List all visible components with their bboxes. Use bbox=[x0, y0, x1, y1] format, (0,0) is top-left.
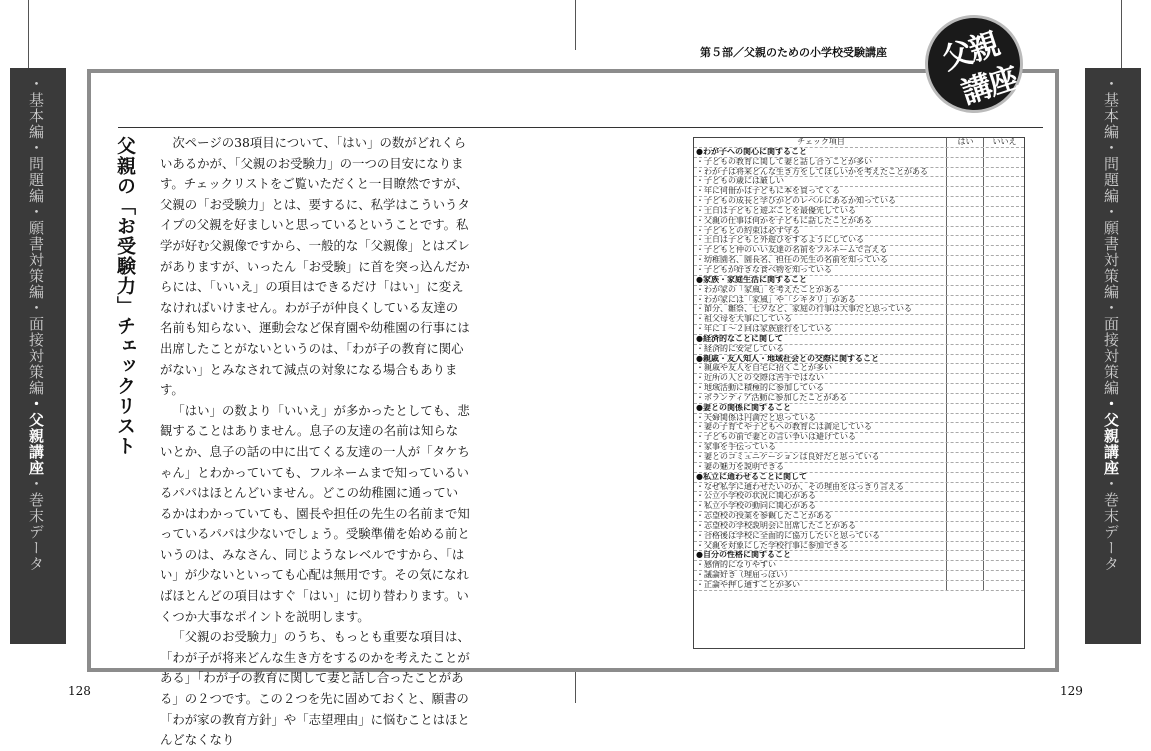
checklist-item-row bbox=[694, 453, 1024, 463]
yes-cell[interactable] bbox=[946, 473, 984, 482]
side-tab-item[interactable]: ・願書対策編 bbox=[27, 204, 45, 300]
checklist-item-label: ・子どもの教育に関して妻と話し合うことが多い bbox=[696, 157, 872, 166]
checklist-item-label: ・ボランティア活動に参加したことがある bbox=[696, 393, 848, 402]
no-cell[interactable] bbox=[983, 246, 1025, 255]
checklist-item-label: ●自分の性格に関すること bbox=[696, 551, 791, 560]
checklist-item-row bbox=[694, 532, 1024, 542]
checklist-item-row bbox=[694, 423, 1024, 433]
yes-cell[interactable] bbox=[946, 168, 984, 177]
badge-line-2: 講座 bbox=[957, 60, 1022, 112]
checklist-item-row bbox=[694, 197, 1024, 207]
checklist-item-row bbox=[694, 483, 1024, 493]
no-cell[interactable] bbox=[983, 512, 1025, 521]
yes-cell[interactable] bbox=[946, 236, 984, 245]
yes-cell[interactable] bbox=[946, 217, 984, 226]
yes-cell[interactable] bbox=[946, 286, 984, 295]
yes-cell[interactable] bbox=[946, 492, 984, 501]
no-cell[interactable] bbox=[983, 207, 1025, 216]
yes-cell[interactable] bbox=[946, 296, 984, 305]
section-title: 第５部／父親のための小学校受験講座 bbox=[700, 46, 887, 59]
paragraph: 「父親のお受験力」のうち、もっとも重要な項目は、「わが子が将来どんな生き方をするのかを考えたことがある」「わが子の教育に関して妻と話し合ったことがある」の２つです。この２つを先に固めておくと、願書の「わが家の教育方針」や「志望理由」に悩むことはほとんどなくなり bbox=[160, 629, 470, 748]
yes-cell[interactable] bbox=[946, 512, 984, 521]
yes-cell[interactable] bbox=[946, 414, 984, 423]
page-gutter-top bbox=[575, 0, 576, 50]
checklist-item-row bbox=[694, 492, 1024, 502]
checklist-header-row bbox=[694, 138, 1024, 148]
no-cell[interactable] bbox=[983, 177, 1025, 186]
no-cell[interactable] bbox=[983, 236, 1025, 245]
checklist-item-label: ・節分、雛祭、七夕など、家庭の行事は大事だと思っている bbox=[696, 305, 912, 314]
checklist-item-row bbox=[694, 414, 1024, 424]
checklist-item-row bbox=[694, 394, 1024, 404]
yes-cell[interactable] bbox=[946, 305, 984, 314]
header-rule bbox=[118, 127, 1043, 128]
side-tab-item[interactable]: ・面接対策編 bbox=[1102, 300, 1120, 396]
side-tab-item[interactable]: ・基本編 bbox=[27, 76, 45, 140]
no-cell[interactable] bbox=[983, 423, 1025, 432]
yes-cell[interactable] bbox=[946, 364, 984, 373]
checklist-category-row bbox=[694, 551, 1024, 561]
checklist-item-label: ●妻との関係に関すること bbox=[696, 403, 791, 412]
checklist-item-row bbox=[694, 512, 1024, 522]
checklist-item-label: ・子どもの前で妻との言い争いは避けている bbox=[696, 433, 856, 442]
no-cell[interactable] bbox=[983, 492, 1025, 501]
no-cell[interactable] bbox=[983, 502, 1025, 511]
yes-cell[interactable] bbox=[946, 551, 984, 560]
checklist-item-label: ・家事を手伝っている bbox=[696, 443, 776, 452]
checklist-item-label: ・正論や押し通すことが多い bbox=[696, 580, 800, 589]
yes-cell[interactable] bbox=[946, 463, 984, 472]
no-cell[interactable] bbox=[983, 355, 1025, 364]
no-cell[interactable] bbox=[983, 296, 1025, 305]
no-cell[interactable] bbox=[983, 394, 1025, 403]
yes-cell[interactable] bbox=[946, 345, 984, 354]
checklist-item-label: ・妻とのコミュニケーションは良好だと思っている bbox=[696, 453, 880, 461]
no-cell[interactable] bbox=[983, 158, 1025, 167]
no-cell[interactable] bbox=[983, 197, 1025, 206]
checklist-category-row bbox=[694, 335, 1024, 345]
side-tab-item[interactable]: ・問題編 bbox=[27, 140, 45, 204]
yes-cell[interactable] bbox=[946, 246, 984, 255]
checklist-item-label: ・わが家には「家風」や「シキタリ」がある bbox=[696, 295, 856, 304]
paragraph: 「はい」の数より「いいえ」が多かったとしても、悲観することはありません。息子の友達の名前は知らないとか、息子の話の中に出てくる友達の一人が「タケちゃん」とわかっていても、フルネームまで知っているいるパパはほとんどいません。どこの幼稚園に通っているかはわかっていても、園長や担任の先生の名前まで知っているパパは少ないでしょう。受験準備を始める前というのは、みなさん、同じようなレベルですから、「はい」が少ないといっても心配は無用です。その気になればほとんどの項目はすぐ「はい」に切り替わります。いくつか大事なポイントを説明します。 bbox=[160, 402, 470, 624]
page-number-left: 128 bbox=[68, 684, 91, 698]
checklist-item-row bbox=[694, 463, 1024, 473]
checklist-item-label: ・子どもと仲のいい友達の名前をフルネームで言える bbox=[696, 246, 888, 255]
no-cell[interactable] bbox=[983, 335, 1025, 344]
checklist-item-row bbox=[694, 296, 1024, 306]
yes-cell[interactable] bbox=[946, 227, 984, 236]
checklist-item-row bbox=[694, 158, 1024, 168]
side-tab-right bbox=[1085, 68, 1141, 644]
no-cell[interactable] bbox=[983, 453, 1025, 462]
no-cell[interactable] bbox=[983, 463, 1025, 472]
no-cell[interactable] bbox=[983, 483, 1025, 492]
no-cell[interactable] bbox=[983, 148, 1025, 157]
checklist-item-row bbox=[694, 571, 1024, 581]
yes-cell[interactable] bbox=[946, 502, 984, 511]
yes-cell[interactable] bbox=[946, 522, 984, 531]
yes-cell[interactable] bbox=[946, 483, 984, 492]
checklist-item-label: ・地域活動に積極的に参加している bbox=[696, 384, 824, 393]
side-tab-item[interactable]: ・問題編 bbox=[1102, 140, 1120, 204]
yes-cell[interactable] bbox=[946, 315, 984, 324]
yes-cell[interactable] bbox=[946, 394, 984, 403]
yes-cell[interactable] bbox=[946, 177, 984, 186]
yes-cell[interactable] bbox=[946, 276, 984, 285]
side-tab-item[interactable]: ・父親講座 bbox=[27, 396, 45, 476]
checklist-item-label: ●経済的なことに関して bbox=[696, 334, 783, 343]
no-cell[interactable] bbox=[983, 187, 1025, 196]
column-header-yes: はい bbox=[946, 138, 984, 147]
checklist-item-row bbox=[694, 236, 1024, 246]
no-cell[interactable] bbox=[983, 571, 1025, 580]
checklist-item-row bbox=[694, 168, 1024, 178]
yes-cell[interactable] bbox=[946, 384, 984, 393]
checklist-item-label: ・わが子は将来どんな生き方をしてほしいかを考えたことがある bbox=[696, 167, 928, 176]
checklist-category-row bbox=[694, 404, 1024, 414]
checklist-item-label: ●私立に通わせることに関して bbox=[696, 472, 807, 481]
no-cell[interactable] bbox=[983, 217, 1025, 226]
body-text bbox=[160, 133, 470, 751]
no-cell[interactable] bbox=[983, 168, 1025, 177]
yes-cell[interactable] bbox=[946, 187, 984, 196]
checklist-item-row bbox=[694, 305, 1024, 315]
side-tab-item[interactable]: ・面接対策編 bbox=[27, 300, 45, 396]
yes-cell[interactable] bbox=[946, 325, 984, 334]
no-cell[interactable] bbox=[983, 581, 1025, 590]
no-cell[interactable] bbox=[983, 276, 1025, 285]
badge-line-1: 父親 bbox=[938, 26, 1003, 78]
no-cell[interactable] bbox=[983, 384, 1025, 393]
page-gutter-bottom bbox=[575, 672, 576, 703]
yes-cell[interactable] bbox=[946, 433, 984, 442]
checklist-item-label: ・私立小学校の動向に関心がある bbox=[696, 502, 816, 511]
checklist-item-row bbox=[694, 266, 1024, 276]
page-heading: 父親の「お受験力」チェックリスト bbox=[114, 136, 136, 456]
checklist-item-row bbox=[694, 256, 1024, 266]
checklist-item-row bbox=[694, 522, 1024, 532]
checklist-item-label: ・妻の子育てや子どもへの教育には満足している bbox=[696, 423, 872, 432]
checklist-item-label: ・公立小学校の状況に関心がある bbox=[696, 492, 816, 501]
column-header-item: チェック項目 bbox=[797, 138, 845, 146]
no-cell[interactable] bbox=[983, 433, 1025, 442]
checklist-item-label: ・親戚や友人を自宅に招くことが多い bbox=[696, 364, 832, 373]
yes-cell[interactable] bbox=[946, 443, 984, 452]
yes-cell[interactable] bbox=[946, 197, 984, 206]
checklist-item-row bbox=[694, 364, 1024, 374]
side-tab-left-label bbox=[26, 76, 47, 572]
side-tab-item[interactable]: ・巻末データ bbox=[1102, 476, 1120, 572]
checklist-item-label: ・なぜ私学に通わせたいのか、その理由をはっきり言える bbox=[696, 482, 904, 491]
checklist-category-row bbox=[694, 148, 1024, 158]
side-tab-item[interactable]: ・基本編 bbox=[1102, 76, 1120, 140]
no-cell[interactable] bbox=[983, 305, 1025, 314]
checklist-item-label: ・祖父母を大事にしている bbox=[696, 315, 792, 324]
no-cell[interactable] bbox=[983, 473, 1025, 482]
no-cell[interactable] bbox=[983, 542, 1025, 551]
checklist-item-row bbox=[694, 581, 1024, 591]
no-cell[interactable] bbox=[983, 561, 1025, 570]
yes-cell[interactable] bbox=[946, 561, 984, 570]
yes-cell[interactable] bbox=[946, 355, 984, 364]
checklist-item-row bbox=[694, 325, 1024, 335]
checklist-item-label: ・わが家の「家風」を考えたことがある bbox=[696, 285, 840, 294]
checklist-item-row bbox=[694, 246, 1024, 256]
checklist-item-row bbox=[694, 207, 1024, 217]
checklist-item-row bbox=[694, 286, 1024, 296]
side-tab-item[interactable]: ・巻末データ bbox=[27, 476, 45, 572]
yes-cell[interactable] bbox=[946, 256, 984, 265]
no-cell[interactable] bbox=[983, 532, 1025, 541]
checklist-item-label: ●わが子への関心に関すること bbox=[696, 147, 807, 156]
checklist-item-row bbox=[694, 433, 1024, 443]
no-cell[interactable] bbox=[983, 414, 1025, 423]
no-cell[interactable] bbox=[983, 286, 1025, 295]
side-tab-item[interactable]: ・父親講座 bbox=[1102, 396, 1120, 476]
yes-cell[interactable] bbox=[946, 571, 984, 580]
side-tab-right-label bbox=[1101, 76, 1122, 572]
no-cell[interactable] bbox=[983, 345, 1025, 354]
paragraph: 次ページの38項目について、「はい」の数がどれくらいあるかが、「父親のお受験力」の一つの目安になります。チェックリストをご覧いただくと一目瞭然ですが、父親の「お受験力」とは、要するに、私学はこういうタイプの父親を好ましいと思っているということです。私学が好む父親像ですから、一般的な「父親像」とはズレがありますが、いったん「お受験」に首を突っ込んだからには、「いいえ」の項目はできるだけ「はい」に変えなければいけません。わが子が仲良くしている友達の名前も知らない、運動会など保育園や幼稚園の行事には出席したことがないというのは、「わが子の教育に関心がない」とみなされて減点の対象になる場合もあります。 bbox=[160, 135, 470, 398]
yes-cell[interactable] bbox=[946, 335, 984, 344]
checklist-item-label: ・父親の仕事は何かを子どもに話したことがある bbox=[696, 216, 872, 225]
checklist-item-label: ・経済的に安定している bbox=[696, 344, 784, 353]
checklist-item-row bbox=[694, 227, 1024, 237]
checklist-item-row bbox=[694, 187, 1024, 197]
checklist-item-label: ・志望校の授業を参観したことがある bbox=[696, 512, 832, 521]
no-cell[interactable] bbox=[983, 227, 1025, 236]
no-cell[interactable] bbox=[983, 374, 1025, 383]
checklist-item-row bbox=[694, 384, 1024, 394]
checklist-item-row bbox=[694, 502, 1024, 512]
side-tab-left bbox=[10, 68, 66, 644]
checklist-item-row bbox=[694, 374, 1024, 384]
checklist-item-label: ・感情的になりやすい bbox=[696, 561, 776, 570]
no-cell[interactable] bbox=[983, 325, 1025, 334]
checklist-item-row bbox=[694, 542, 1024, 552]
checklist-item-label: ・年に１～２回は家族旅行をしている bbox=[696, 325, 832, 334]
checklist-item-label: ・近所の人との交際は苦手ではない bbox=[696, 374, 824, 383]
checklist-item-label: ・志望校の学校説明会に出席したことがある bbox=[696, 521, 856, 530]
yes-cell[interactable] bbox=[946, 158, 984, 167]
checklist-category-row bbox=[694, 473, 1024, 483]
no-cell[interactable] bbox=[983, 315, 1025, 324]
no-cell[interactable] bbox=[983, 551, 1025, 560]
checklist-item-label: ・土日は子どもと遊ぶことを最優先している bbox=[696, 206, 856, 215]
checklist-item-label: ●家族・家庭生活に関すること bbox=[696, 275, 807, 284]
checklist-item-label: ・夫婦関係は円満だと思っている bbox=[696, 413, 816, 422]
yes-cell[interactable] bbox=[946, 423, 984, 432]
yes-cell[interactable] bbox=[946, 404, 984, 413]
yes-cell[interactable] bbox=[946, 532, 984, 541]
checklist-item-label: ・土日は子どもと外遊びをするようにしている bbox=[696, 236, 864, 245]
checklist-item-row bbox=[694, 345, 1024, 355]
checklist-category-row bbox=[694, 355, 1024, 365]
checklist-item-label: ・妻の魅力を説明できる bbox=[696, 462, 784, 471]
checklist-item-label: ・子どもが好きな食べ物を知っている bbox=[696, 265, 832, 274]
yes-cell[interactable] bbox=[946, 266, 984, 275]
checklist-item-label: ・子どもの成長と学びがどのレベルにあるか知っている bbox=[696, 197, 896, 206]
no-cell[interactable] bbox=[983, 443, 1025, 452]
checklist-item-label: ・合格後は学校に全面的に協力したいと思っている bbox=[696, 531, 880, 540]
column-header-no: いいえ bbox=[983, 138, 1025, 147]
checklist-item-label: ・父親を対象にした学校行事に参加できる bbox=[696, 541, 848, 550]
no-cell[interactable] bbox=[983, 404, 1025, 413]
no-cell[interactable] bbox=[983, 256, 1025, 265]
checklist-item-label: ●親戚・友人知人・地域社会との交際に関すること bbox=[696, 354, 879, 363]
page-number-right: 129 bbox=[1060, 684, 1083, 698]
checklist-item-row bbox=[694, 315, 1024, 325]
no-cell[interactable] bbox=[983, 266, 1025, 275]
no-cell[interactable] bbox=[983, 522, 1025, 531]
yes-cell[interactable] bbox=[946, 207, 984, 216]
checklist-item-row bbox=[694, 443, 1024, 453]
checklist-item-row bbox=[694, 177, 1024, 187]
checklist-item-label: ・子どもの歳には厳しい bbox=[696, 177, 784, 186]
checklist-item-row bbox=[694, 217, 1024, 227]
checklist-item-label: ・子どもとの約束は必ず守る bbox=[696, 226, 800, 235]
no-cell[interactable] bbox=[983, 364, 1025, 373]
checklist-item-label: ・議論好き（理屈っぽい） bbox=[696, 571, 792, 580]
checklist-category-row bbox=[694, 276, 1024, 286]
checklist-item-label: ・年に何冊かは子どもに本を買ってくる bbox=[696, 187, 840, 196]
checklist-item-label: ・幼稚園名、園長名、担任の先生の名前を知っている bbox=[696, 256, 888, 265]
checklist-item-row bbox=[694, 561, 1024, 571]
yes-cell[interactable] bbox=[946, 453, 984, 462]
checklist-table bbox=[693, 137, 1025, 649]
side-tab-item[interactable]: ・願書対策編 bbox=[1102, 204, 1120, 300]
yes-cell[interactable] bbox=[946, 148, 984, 157]
yes-cell[interactable] bbox=[946, 542, 984, 551]
yes-cell[interactable] bbox=[946, 581, 984, 590]
yes-cell[interactable] bbox=[946, 374, 984, 383]
